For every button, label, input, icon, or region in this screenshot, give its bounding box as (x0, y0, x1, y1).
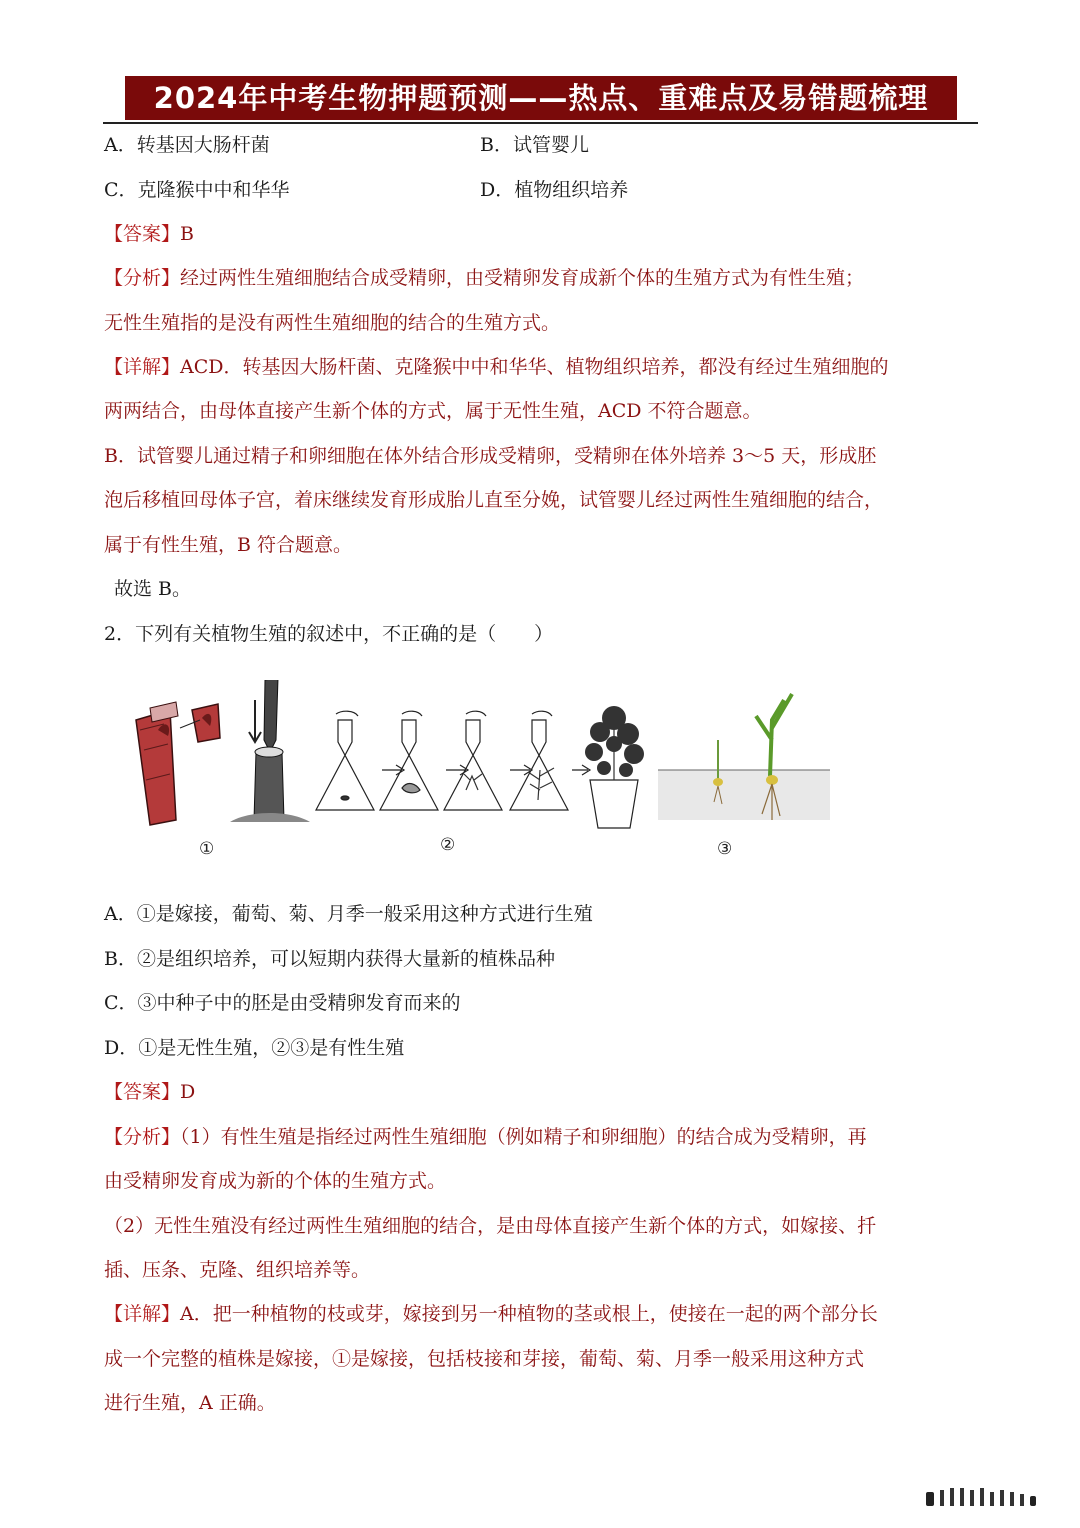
q1-detail-line-1 (104, 354, 889, 380)
q1-detail-line-5: 属于有性生殖，B 符合题意。 (104, 534, 353, 556)
answer-value: B (180, 223, 194, 245)
q1-option-a: A．转基因大肠杆菌 (104, 134, 270, 156)
answer-value: D (180, 1081, 196, 1103)
title-bar (103, 76, 978, 124)
q1-option-c: C．克隆猴中中和华华 (104, 179, 290, 201)
grafting-illustration (136, 680, 310, 825)
analysis-tag: 【分析】 (104, 267, 181, 289)
q1-detail-line-2: 两两结合，由母体直接产生新个体的方式，属于无性生殖，ACD 不符合题意。 (104, 400, 762, 422)
q2-detail-line-3: 进行生殖，A 正确。 (104, 1392, 276, 1414)
q2-analysis-line-4: 插、压条、克隆、组织培养等。 (104, 1259, 371, 1281)
analysis-text: 经过两性生殖细胞结合成受精卵，由受精卵发育成新个体的生殖方式为有性生殖； (180, 267, 865, 289)
q1-analysis-line-1 (104, 265, 864, 291)
watermark-icon (920, 1484, 1060, 1510)
detail-text: A．把一种植物的枝或芽，嫁接到另一种植物的茎或根上，使接在一起的两个部分长 (180, 1303, 878, 1325)
q2-option-c: C．③中种子中的胚是由受精卵发育而来的 (104, 992, 461, 1014)
analysis-tag: 【分析】 (104, 1126, 181, 1148)
q1-conclusion: 故选 B。 (114, 578, 192, 600)
seed-germination-illustration (658, 694, 830, 820)
figure-label-2: ② (440, 835, 456, 855)
q1-option-d: D．植物组织培养 (480, 179, 629, 201)
q2-option-b: B．②是组织培养，可以短期内获得大量新的植株品种 (104, 948, 555, 970)
answer-tag: 【答案】 (104, 1081, 181, 1103)
detail-text: ACD．转基因大肠杆菌、克隆猴中中和华华、植物组织培养，都没有经过生殖细胞的 (180, 356, 889, 378)
q1-analysis-line-2: 无性生殖指的是没有两性生殖细胞的结合的生殖方式。 (104, 312, 561, 334)
q2-stem: 2．下列有关植物生殖的叙述中，不正确的是（ ） (104, 623, 554, 645)
q2-option-a: A．①是嫁接，葡萄、菊、月季一般采用这种方式进行生殖 (104, 903, 593, 925)
tissue-culture-illustration (316, 711, 638, 828)
q2-analysis-line-1 (104, 1124, 867, 1150)
q2-analysis-line-2: 由受精卵发育成为新的个体的生殖方式。 (104, 1170, 447, 1192)
q2-detail-line-1 (104, 1301, 878, 1327)
analysis-text: （1）有性生殖是指经过两性生殖细胞（例如精子和卵细胞）的结合成为受精卵，再 (180, 1126, 867, 1148)
q1-option-b: B．试管婴儿 (480, 134, 589, 156)
q2-option-d: D．①是无性生殖，②③是有性生殖 (104, 1037, 405, 1059)
figure-label-3: ③ (717, 839, 733, 859)
page-title: 2024年中考生物押题预测——热点、重难点及易错题梳理 (125, 76, 957, 120)
q1-detail-line-4: 泡后移植回母体子宫，着床继续发育形成胎儿直至分娩，试管婴儿经过两性生殖细胞的结合， (104, 489, 884, 511)
q2-answer (104, 1079, 195, 1105)
figure-label-1: ① (199, 839, 215, 859)
q1-detail-line-3: B．试管婴儿通过精子和卵细胞在体外结合形成受精卵，受精卵在体外培养 3～5 天，形成胚 (104, 445, 877, 467)
q2-detail-line-2: 成一个完整的植株是嫁接，①是嫁接，包括枝接和芽接，葡萄、菊、月季一般采用这种方式 (104, 1348, 865, 1370)
q2-analysis-line-3: （2）无性生殖没有经过两性生殖细胞的结合，是由母体直接产生新个体的方式，如嫁接、扦 (104, 1215, 877, 1237)
detail-tag: 【详解】 (104, 1303, 181, 1325)
answer-tag: 【答案】 (104, 223, 181, 245)
detail-tag: 【详解】 (104, 356, 181, 378)
q1-answer (104, 221, 194, 247)
